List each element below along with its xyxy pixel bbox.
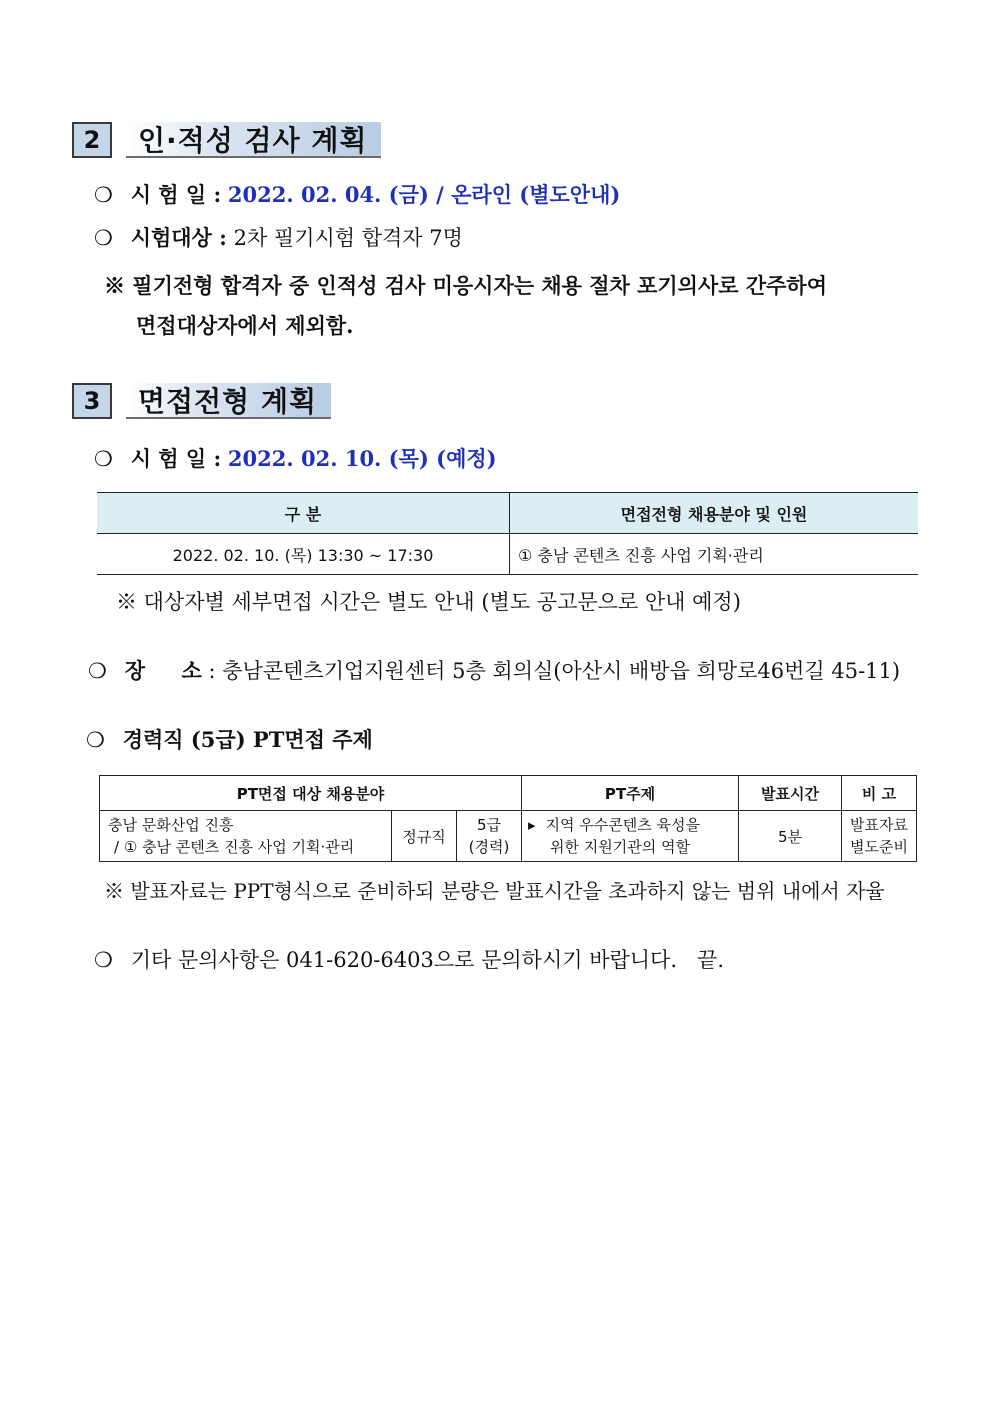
pt-heading: 경력직 (5급) PT면접 주제	[122, 727, 373, 752]
grade-line-2: (경력)	[468, 838, 510, 856]
table-header-row	[97, 493, 918, 534]
table-cell: 정규직	[392, 811, 457, 862]
section-number: 2	[72, 122, 112, 158]
topic-line-2: 위한 지원기관의 역할	[550, 838, 690, 856]
table-cell: 5분	[739, 811, 842, 862]
section-2-header	[72, 120, 381, 160]
exam-target-label: 시험대상 :	[130, 225, 227, 250]
table-cell: ① 충남 콘텐츠 진흥 사업 기획·관리	[510, 534, 919, 575]
circle-bullet-icon: ❍	[94, 183, 113, 207]
table-cell: 2022. 02. 10. (목) 13:30 ~ 17:30	[97, 534, 510, 575]
place-line	[88, 656, 900, 686]
exam-date-value: 2022. 02. 04. (금) / 온라인 (별도안내)	[227, 182, 621, 207]
interview-date-value: 2022. 02. 10. (목) (예정)	[227, 446, 497, 471]
field-line-2: / ① 충남 콘텐츠 진흥 사업 기획·관리	[114, 838, 355, 856]
schedule-note: ※ 대상자별 세부면접 시간은 별도 안내 (별도 공고문으로 안내 예정)	[116, 590, 741, 614]
table-header: 면접전형 채용분야 및 인원	[510, 493, 919, 534]
table-header: 구 분	[97, 493, 510, 534]
interview-date-label: 시 험 일 :	[130, 446, 222, 471]
circle-bullet-icon: ❍	[94, 226, 113, 250]
exam-target-line	[94, 223, 463, 253]
pt-heading-line	[86, 725, 373, 755]
table-row	[97, 534, 918, 575]
circle-bullet-icon: ❍	[94, 948, 113, 972]
interview-date-line	[94, 444, 497, 474]
table-cell	[522, 811, 739, 862]
topic-line-1: 지역 우수콘텐츠 육성을	[545, 816, 700, 834]
aptitude-note	[104, 266, 924, 346]
interview-schedule-table	[97, 492, 918, 575]
note-line-2: 면접대상자에서 제외함.	[136, 313, 354, 338]
table-row	[100, 811, 917, 862]
table-header: 비 고	[842, 776, 917, 811]
section-title: 면접전형 계획	[126, 383, 331, 419]
circle-bullet-icon: ❍	[88, 659, 107, 683]
field-line-1: 충남 문화산업 진흥	[108, 816, 234, 834]
circle-bullet-icon: ❍	[94, 447, 113, 471]
place-value: : 충남콘텐츠기업지원센터 5층 회의실(아산시 배방읍 희망로46번길 45-11)	[208, 659, 901, 683]
section-title: 인·적성 검사 계획	[126, 122, 381, 158]
table-header: 발표시간	[739, 776, 842, 811]
section-3-header	[72, 381, 331, 421]
pt-interview-table	[99, 775, 917, 862]
contact-text: 기타 문의사항은 041-620-6403으로 문의하시기 바랍니다. 끝.	[130, 948, 724, 972]
exam-target-value: 2차 필기시험 합격자 7명	[233, 226, 463, 250]
table-cell	[457, 811, 522, 862]
remark-line-2: 별도준비	[850, 838, 908, 856]
circle-bullet-icon: ❍	[86, 728, 105, 752]
ppt-note: ※ 발표자료는 PPT형식으로 준비하되 분량은 발표시간을 초과하지 않는 범위 내에서 자율	[104, 879, 885, 903]
grade-line-1: 5급	[476, 816, 502, 834]
table-cell	[842, 811, 917, 862]
table-header: PT주제	[522, 776, 739, 811]
topic-line-1-wrap	[528, 814, 737, 836]
section-number: 3	[72, 383, 112, 419]
remark-line-1: 발표자료	[850, 816, 908, 834]
contact-line	[94, 945, 724, 975]
table-cell	[100, 811, 392, 862]
table-header: PT면접 대상 채용분야	[100, 776, 522, 811]
exam-date-label: 시 험 일 :	[130, 182, 222, 207]
place-label: 장 소	[124, 658, 202, 683]
triangle-bullet-icon: ▸	[528, 816, 536, 834]
note-line-1: ※ 필기전형 합격자 중 인적성 검사 미응시자는 채용 절차 포기의사로 간주하여	[104, 273, 827, 298]
table-header-row	[100, 776, 917, 811]
exam-date-line	[94, 180, 620, 210]
